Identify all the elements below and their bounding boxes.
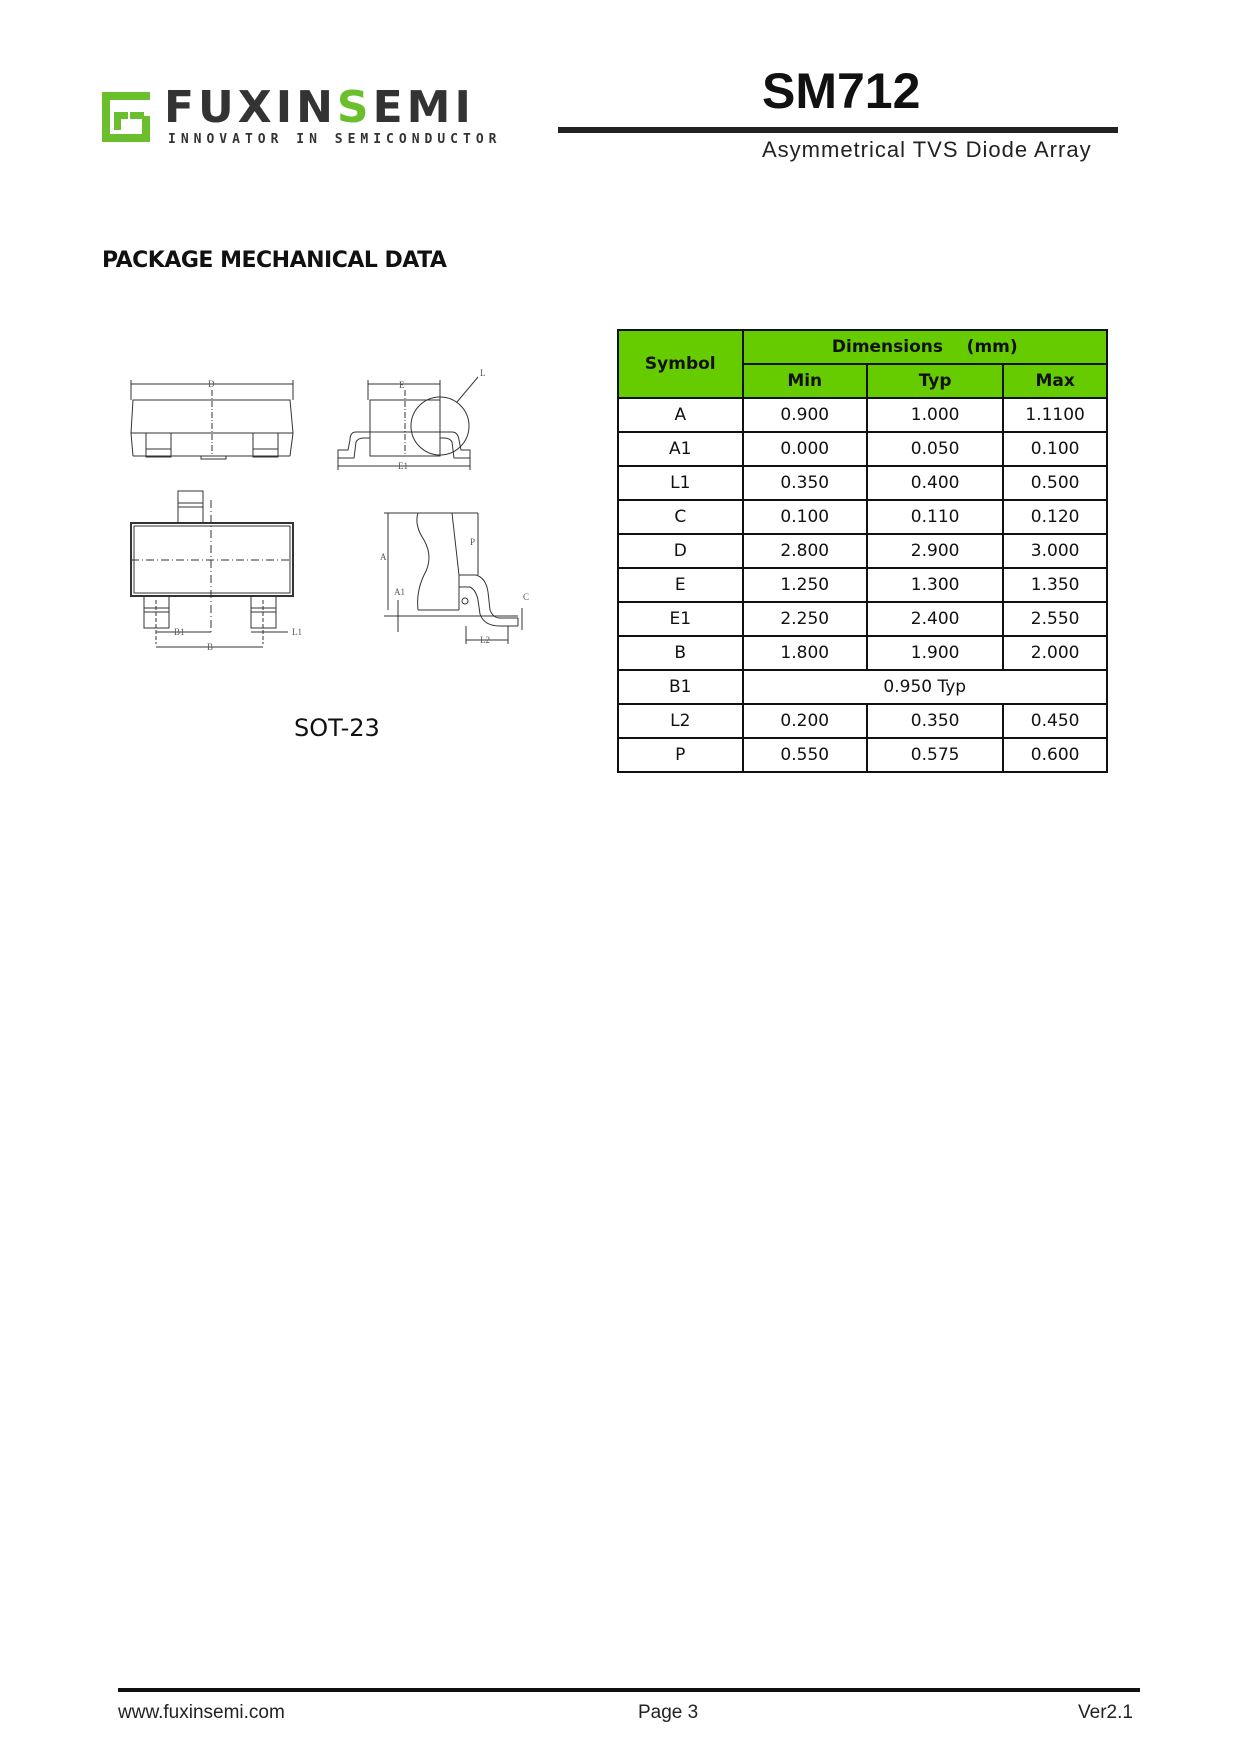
company-logo (100, 82, 530, 148)
cell-typ: 0.350 (867, 704, 1003, 738)
svg-text:C: C (523, 592, 530, 602)
cell-min: 2.800 (743, 534, 867, 568)
cell-min: 0.550 (743, 738, 867, 772)
cell-min: 0.100 (743, 500, 867, 534)
cell-min: 0.350 (743, 466, 867, 500)
top-view-b (131, 491, 302, 652)
column-header-max: Max (1003, 364, 1107, 398)
dimensions-table (617, 329, 1108, 773)
cell-typ: 1.000 (867, 398, 1003, 432)
cell-merged-typ: 0.950 Typ (743, 670, 1107, 704)
svg-text:L2: L2 (480, 635, 490, 645)
table-header-row (618, 330, 1107, 364)
cell-typ: 0.050 (867, 432, 1003, 466)
cell-min: 1.800 (743, 636, 867, 670)
column-header-typ: Typ (867, 364, 1003, 398)
footer-divider (118, 1688, 1140, 1692)
cell-min: 1.250 (743, 568, 867, 602)
section-heading: PACKAGE MECHANICAL DATA (102, 248, 447, 273)
cell-typ: 2.900 (867, 534, 1003, 568)
cell-max: 2.550 (1003, 602, 1107, 636)
cell-symbol: C (618, 500, 743, 534)
cell-typ: 0.575 (867, 738, 1003, 772)
svg-text:E: E (399, 380, 405, 390)
table-row (618, 670, 1107, 704)
cell-max: 0.600 (1003, 738, 1107, 772)
cell-min: 2.250 (743, 602, 867, 636)
cell-max: 2.000 (1003, 636, 1107, 670)
column-header-symbol: Symbol (618, 330, 743, 398)
cell-symbol: L1 (618, 466, 743, 500)
svg-text:L1: L1 (292, 627, 302, 637)
svg-text:E1: E1 (398, 461, 408, 471)
footer-website-link[interactable]: www.fuxinsemi.com (118, 1702, 285, 1723)
cell-symbol: L2 (618, 704, 743, 738)
cell-typ: 1.900 (867, 636, 1003, 670)
cell-max: 0.120 (1003, 500, 1107, 534)
table-row (618, 466, 1107, 500)
svg-text:B1: B1 (174, 627, 185, 637)
cell-typ: 1.300 (867, 568, 1003, 602)
svg-text:B: B (207, 642, 214, 652)
header-divider (558, 127, 1118, 133)
cell-min: 0.200 (743, 704, 867, 738)
part-number-title: SM712 (762, 63, 921, 119)
cell-symbol: E1 (618, 602, 743, 636)
cell-symbol: E (618, 568, 743, 602)
footer-version: Ver2.1 (1078, 1702, 1133, 1723)
side-detail-a (380, 513, 529, 645)
table-row (618, 704, 1107, 738)
table-row (618, 398, 1107, 432)
table-row (618, 500, 1107, 534)
svg-text:A: A (380, 552, 387, 562)
cell-max: 3.000 (1003, 534, 1107, 568)
end-view-e (338, 368, 486, 471)
cell-typ: 2.400 (867, 602, 1003, 636)
table-row (618, 534, 1107, 568)
footer-page-number: Page 3 (638, 1702, 699, 1723)
cell-typ: 0.110 (867, 500, 1003, 534)
cell-typ: 0.400 (867, 466, 1003, 500)
cell-symbol: A (618, 398, 743, 432)
cell-min: 0.000 (743, 432, 867, 466)
table-row (618, 602, 1107, 636)
cell-max: 0.500 (1003, 466, 1107, 500)
table-row (618, 636, 1107, 670)
cell-symbol: A1 (618, 432, 743, 466)
part-description: Asymmetrical TVS Diode Array (762, 137, 1092, 162)
svg-text:L: L (480, 368, 486, 378)
side-view-d (131, 379, 293, 459)
svg-text:D: D (208, 379, 215, 389)
cell-max: 1.1100 (1003, 398, 1107, 432)
cell-symbol: B (618, 636, 743, 670)
cell-min: 0.900 (743, 398, 867, 432)
column-header-min: Min (743, 364, 867, 398)
logo-tagline: INNOVATOR IN SEMICONDUCTOR (168, 132, 502, 147)
column-group-dimensions: Dimensions (mm) (743, 330, 1107, 364)
table-row (618, 568, 1107, 602)
cell-max: 0.100 (1003, 432, 1107, 466)
cell-max: 0.450 (1003, 704, 1107, 738)
svg-text:P: P (470, 537, 476, 547)
cell-symbol: D (618, 534, 743, 568)
logo-wordmark: FUXINSEMI (164, 82, 475, 133)
cell-symbol: P (618, 738, 743, 772)
svg-text:A1: A1 (394, 587, 405, 597)
logo-mark-icon (100, 90, 156, 146)
cell-symbol: B1 (618, 670, 743, 704)
table-row (618, 738, 1107, 772)
package-name-label: SOT-23 (294, 714, 380, 742)
cell-max: 1.350 (1003, 568, 1107, 602)
table-row (618, 432, 1107, 466)
package-outline-drawing (118, 360, 548, 680)
